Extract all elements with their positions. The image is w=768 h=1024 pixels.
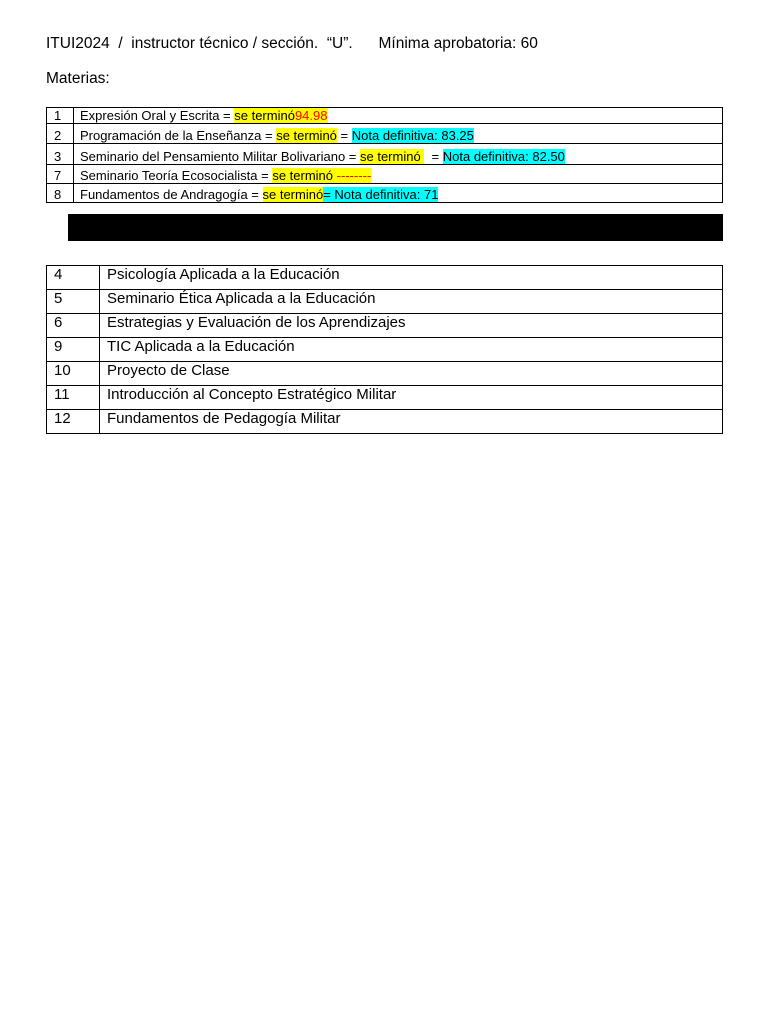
subject-name: Fundamentos de Andragogía = — [80, 187, 263, 202]
subject-name: Seminario del Pensamiento Militar Bolivariano = — [80, 149, 360, 164]
grade-highlight: Nota definitiva: 83.25 — [351, 128, 474, 143]
table-row — [47, 386, 723, 410]
row-number: 3 — [47, 144, 74, 165]
subject-cell — [74, 165, 723, 184]
subject-name: Estrategias y Evaluación de los Aprendizajes — [100, 314, 723, 338]
row-number: 2 — [47, 124, 74, 144]
black-divider-bar — [68, 214, 723, 241]
subject-cell — [74, 124, 723, 144]
subject-name: Programación de la Enseñanza = — [80, 128, 277, 143]
status-highlight: se terminó — [262, 187, 324, 202]
row-number: 7 — [47, 165, 74, 184]
subject-name: Introducción al Concepto Estratégico Militar — [100, 386, 723, 410]
subject-name: Proyecto de Clase — [100, 362, 723, 386]
table-row — [47, 338, 723, 362]
subject-name: Seminario Teoría Ecosocialista = — [80, 168, 273, 183]
completed-subjects-table — [46, 107, 723, 203]
status-highlight: se terminó — [276, 128, 337, 143]
row-number: 9 — [47, 338, 100, 362]
row-number: 11 — [47, 386, 100, 410]
table-row — [47, 165, 723, 184]
subject-cell — [74, 184, 723, 203]
section-title: Materias: — [46, 70, 110, 87]
grade-highlight: = Nota definitiva: 71 — [323, 187, 439, 202]
table-row — [47, 144, 723, 165]
table-row — [47, 184, 723, 203]
subject-name: Seminario Ética Aplicada a la Educación — [100, 290, 723, 314]
row-number: 8 — [47, 184, 74, 203]
status-highlight: se terminó — [234, 108, 295, 123]
subject-cell — [74, 108, 723, 124]
status-highlight: se terminó — [360, 149, 425, 164]
table-row — [47, 314, 723, 338]
table-row — [47, 290, 723, 314]
table-row — [47, 108, 723, 124]
table-row — [47, 362, 723, 386]
subject-name: Expresión Oral y Escrita = — [80, 108, 235, 123]
separator: = — [424, 149, 443, 164]
subject-name: Psicología Aplicada a la Educación — [100, 266, 723, 290]
separator: = — [336, 128, 352, 143]
row-number: 4 — [47, 266, 100, 290]
table-row — [47, 124, 723, 144]
row-number: 12 — [47, 410, 100, 434]
subject-name: TIC Aplicada a la Educación — [100, 338, 723, 362]
status-highlight: se terminó — [272, 168, 334, 183]
page-header: ITUI2024 / instructor técnico / sección. “U”. Mínima aprobatoria: 60 — [46, 35, 538, 52]
subject-name: Fundamentos de Pedagogía Militar — [100, 410, 723, 434]
grade-highlight: Nota definitiva: 82.50 — [442, 149, 565, 164]
table-row — [47, 266, 723, 290]
row-number: 10 — [47, 362, 100, 386]
row-number: 5 — [47, 290, 100, 314]
row-number: 1 — [47, 108, 74, 124]
table-row — [47, 410, 723, 434]
grade-highlight: 94.98 — [294, 108, 328, 123]
subject-cell — [74, 144, 723, 165]
grade-highlight: -------- — [336, 168, 372, 183]
row-number: 6 — [47, 314, 100, 338]
pending-subjects-table — [46, 265, 723, 434]
